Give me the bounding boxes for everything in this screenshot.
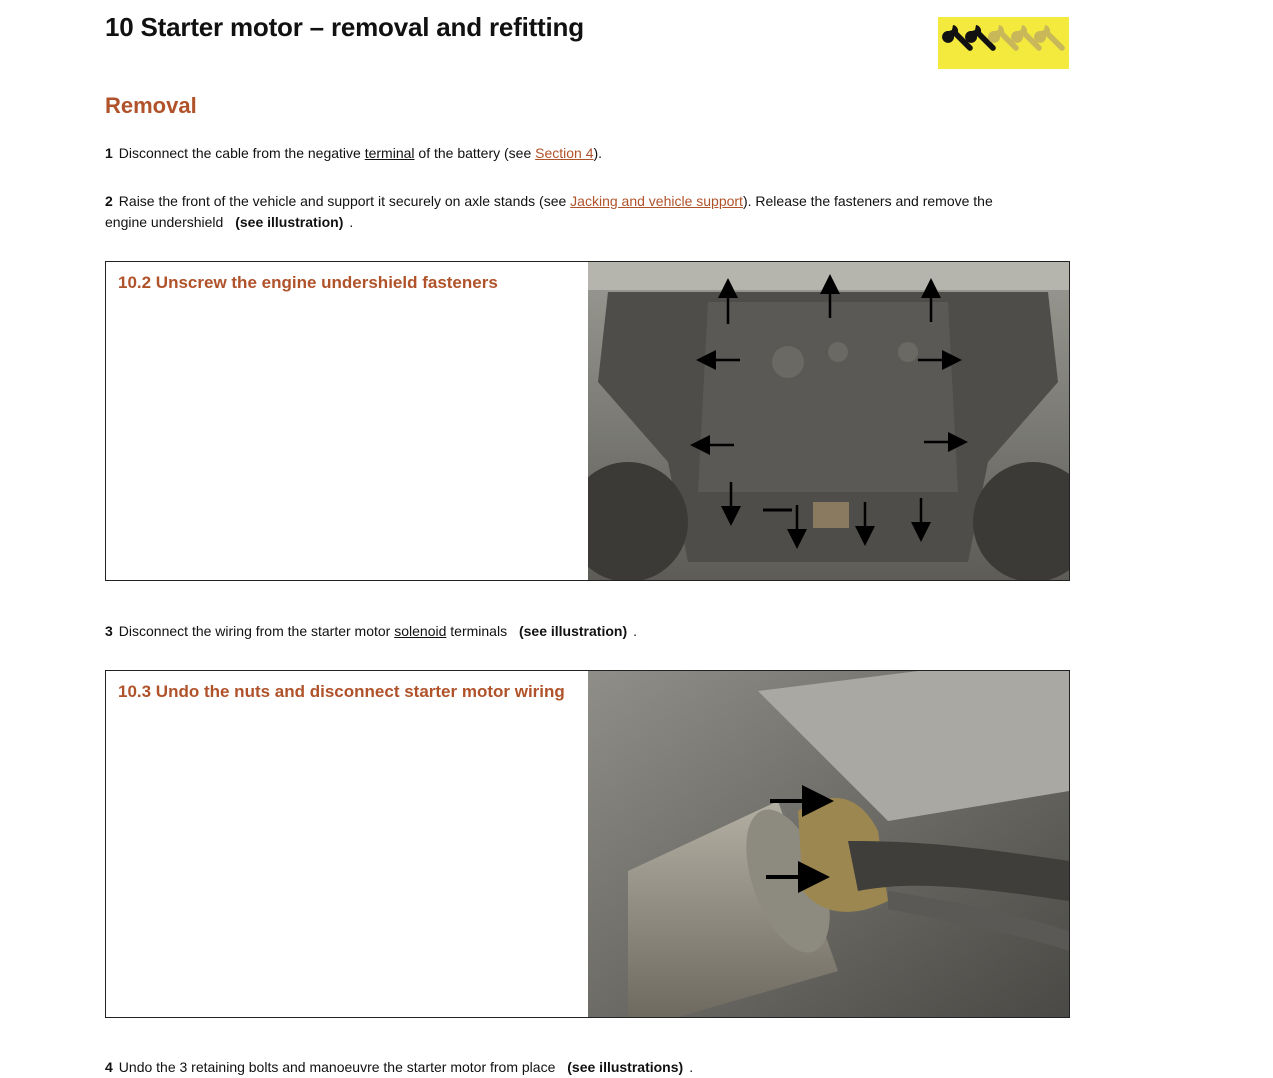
step-number: 2: [105, 193, 113, 209]
figure-10-3: [105, 670, 1070, 1018]
step-text: terminals: [450, 623, 508, 639]
see-illustration[interactable]: (see illustration): [235, 214, 344, 230]
link-jacking-vehicle-support[interactable]: Jacking and vehicle support: [570, 193, 743, 209]
step-text: .: [633, 623, 637, 639]
glossary-term-terminal[interactable]: terminal: [364, 145, 415, 161]
step-number: 3: [105, 623, 113, 639]
figure-10-2: [105, 261, 1070, 581]
step-text: .: [349, 214, 354, 230]
step-text: ).: [593, 145, 603, 161]
step-text: ). Release the fasteners and remove the engine undershield: [105, 193, 993, 230]
wrench-rating-icon: [938, 17, 1069, 69]
step-2: [105, 191, 1035, 233]
step-text: Raise the front of the vehicle and support it securely on axle stands (see: [118, 193, 567, 209]
link-section-4[interactable]: Section 4: [535, 145, 594, 161]
figure-caption: 10.2 Unscrew the engine undershield fasteners: [118, 273, 498, 292]
starter-motor-photo-illustration: [588, 671, 1069, 1017]
step-1: [105, 143, 1045, 164]
glossary-term-solenoid[interactable]: solenoid: [394, 623, 447, 639]
step-text: Undo the 3 retaining bolts and manoeuvre the starter motor from place: [118, 1059, 556, 1075]
difficulty-rating: [938, 17, 1069, 69]
figure-caption: 10.3 Undo the nuts and disconnect starter motor wiring: [118, 682, 565, 701]
step-3: [105, 621, 1045, 642]
step-text: .: [689, 1059, 694, 1075]
step-4: [105, 1057, 1045, 1078]
section-title: 10 Starter motor – removal and refitting: [105, 12, 584, 42]
step-text: Disconnect the wiring from the starter motor: [118, 623, 391, 639]
step-number: 1: [105, 145, 113, 161]
subheading-removal: Removal: [105, 93, 197, 118]
undershield-photo-illustration: [588, 262, 1069, 580]
see-illustration[interactable]: (see illustration): [518, 623, 628, 639]
starter-motor-photo: [588, 671, 1069, 1017]
step-text: Disconnect the cable from the negative: [118, 145, 361, 161]
undershield-photo: [588, 262, 1069, 580]
step-text: of the battery (see: [418, 145, 532, 161]
see-illustration[interactable]: (see illustrations): [567, 1059, 684, 1075]
step-number: 4: [105, 1059, 113, 1075]
